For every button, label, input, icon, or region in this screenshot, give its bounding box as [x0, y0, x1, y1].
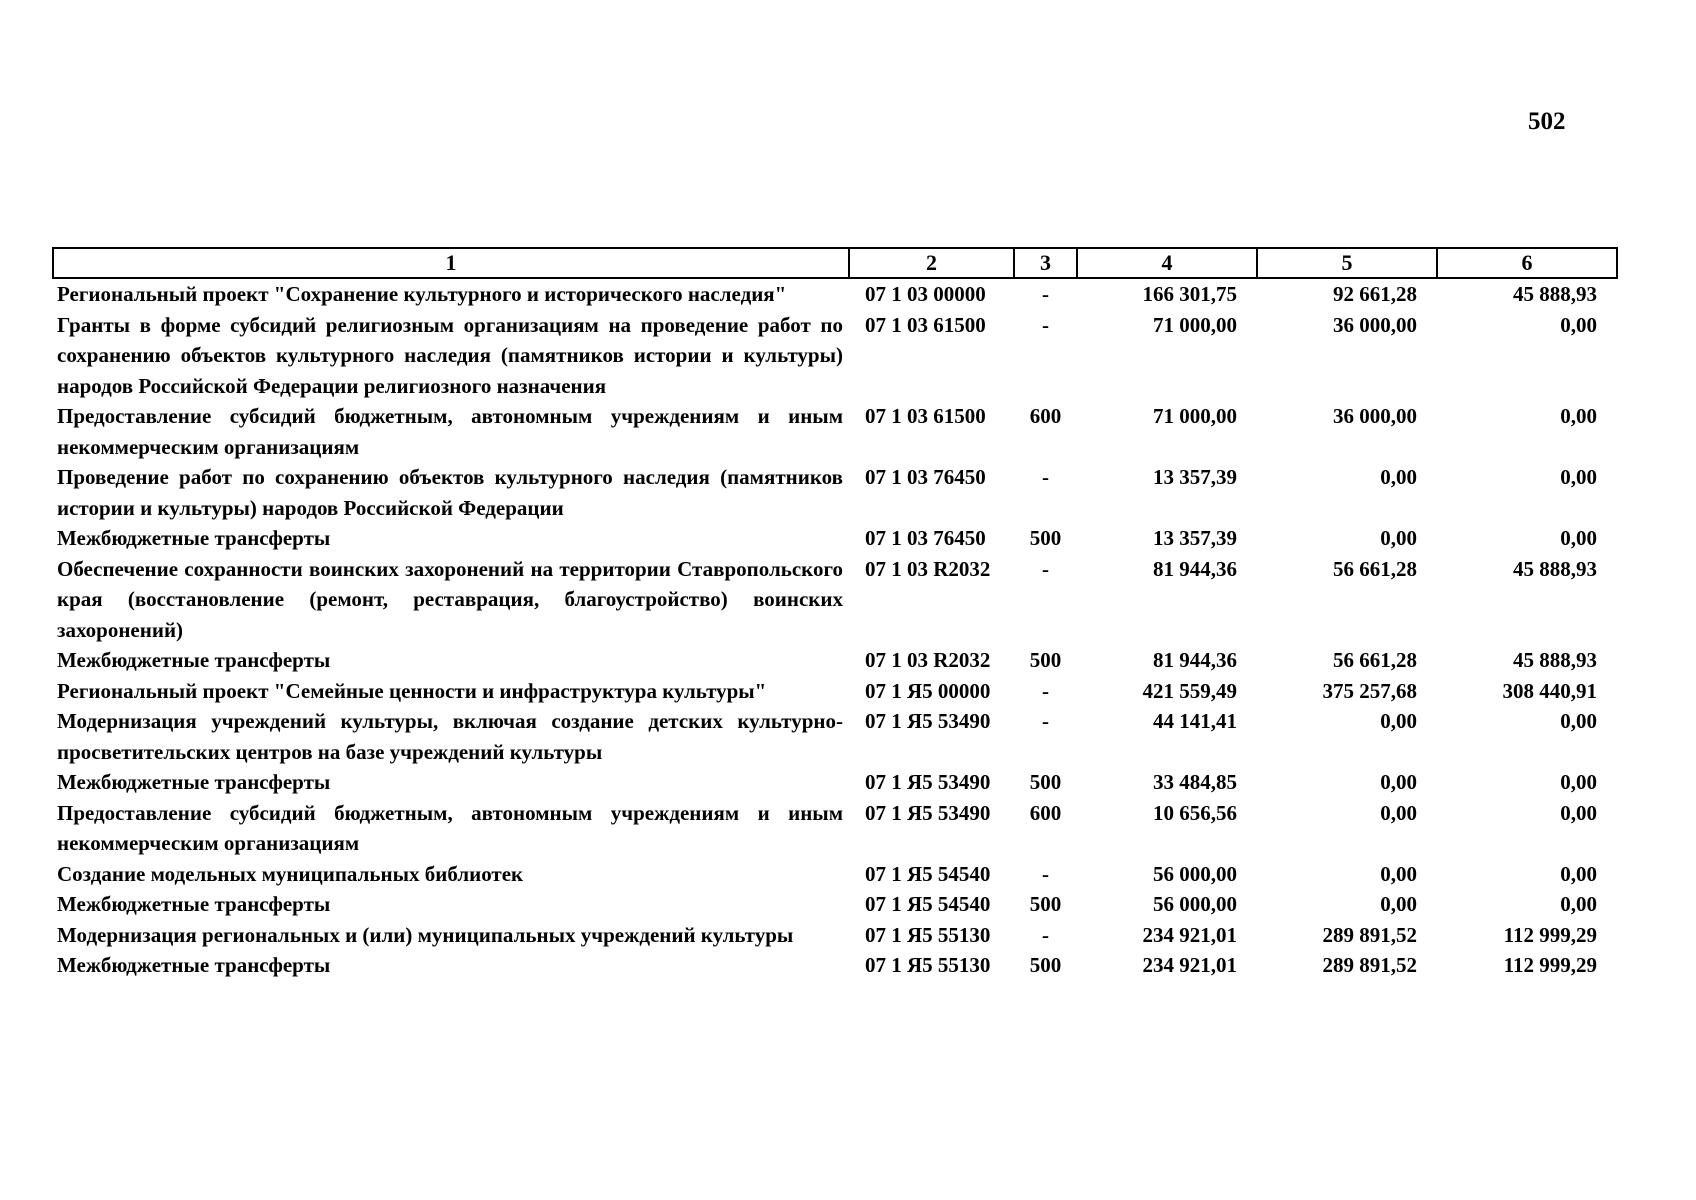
row-value-col4: 71 000,00 — [1153, 404, 1237, 428]
row-expense-type: 600 — [1029, 800, 1062, 825]
row-value-col4: 421 559,49 — [1142, 678, 1237, 703]
header-col-6: 6 — [1437, 248, 1617, 278]
row-value-col4: 13 357,39 — [1153, 465, 1237, 489]
table-body — [53, 278, 1617, 981]
row-value-col6: 0,00 — [1560, 526, 1597, 550]
row-expense-type: - — [1042, 861, 1049, 886]
row-expense-type: - — [1042, 556, 1049, 581]
row-name: Предоставление субсидий бюджетным, автономным учреждениям и иным некоммерческим организациям — [57, 404, 843, 459]
row-name: Межбюджетные трансферты — [57, 526, 331, 550]
row-name: Межбюджетные трансферты — [57, 770, 331, 794]
row-code: 07 1 Я5 53490 — [865, 770, 991, 794]
row-expense-type: 500 — [1029, 953, 1062, 977]
row-expense-type: 500 — [1029, 526, 1062, 550]
row-name: Проведение работ по сохранению объектов культурного наследия (памятников истории и культуры) народов Российской Федерации — [57, 465, 843, 520]
row-code: 07 1 03 00000 — [865, 282, 986, 306]
row-expense-type: - — [1042, 678, 1049, 703]
page-number: 502 — [1528, 108, 1566, 135]
row-expense-type: - — [1042, 312, 1049, 337]
row-expense-type: - — [1042, 282, 1049, 306]
row-name: Межбюджетные трансферты — [57, 953, 331, 977]
row-value-col5: 56 661,28 — [1333, 556, 1417, 581]
row-name: Модернизация региональных и (или) муниципальных учреждений культуры — [57, 922, 794, 947]
row-expense-type: - — [1042, 709, 1049, 733]
row-value-col6: 0,00 — [1560, 892, 1597, 916]
row-value-col5: 0,00 — [1380, 770, 1417, 794]
row-value-col5: 0,00 — [1380, 465, 1417, 489]
row-code: 07 1 Я5 00000 — [865, 678, 991, 703]
row-code: 07 1 03 61500 — [865, 404, 986, 428]
table-row — [53, 278, 1617, 310]
row-value-col6: 45 888,93 — [1513, 282, 1597, 306]
header-col-1: 1 — [53, 248, 849, 278]
row-value-col5: 0,00 — [1380, 861, 1417, 886]
row-value-col5: 375 257,68 — [1322, 678, 1417, 703]
row-value-col4: 33 484,85 — [1153, 770, 1237, 794]
row-value-col4: 10 656,56 — [1153, 800, 1237, 825]
row-value-col4: 81 944,36 — [1153, 648, 1237, 672]
table-row — [53, 401, 1617, 462]
row-value-col4: 56 000,00 — [1153, 892, 1237, 916]
row-name: Модернизация учреждений культуры, включая создание детских культурно-просветительских центров на базе учреждений культуры — [57, 709, 843, 764]
table-row — [53, 310, 1617, 402]
row-value-col6: 0,00 — [1560, 312, 1597, 337]
row-name: Межбюджетные трансферты — [57, 648, 331, 672]
row-value-col5: 36 000,00 — [1333, 312, 1417, 337]
table-row — [53, 798, 1617, 859]
header-col-5: 5 — [1257, 248, 1437, 278]
table-row — [53, 706, 1617, 767]
row-value-col6: 308 440,91 — [1502, 678, 1597, 703]
row-value-col4: 71 000,00 — [1153, 312, 1237, 337]
row-value-col5: 0,00 — [1380, 526, 1417, 550]
row-code: 07 1 Я5 54540 — [865, 861, 991, 886]
row-value-col5: 56 661,28 — [1333, 648, 1417, 672]
row-code: 07 1 Я5 55130 — [865, 922, 991, 947]
row-value-col4: 44 141,41 — [1153, 709, 1237, 733]
row-value-col5: 0,00 — [1380, 709, 1417, 733]
row-code: 07 1 Я5 54540 — [865, 892, 991, 916]
row-expense-type: - — [1042, 922, 1049, 947]
row-code: 07 1 03 76450 — [865, 526, 986, 550]
row-code: 07 1 Я5 53490 — [865, 709, 991, 733]
row-code: 07 1 03 R2032 — [865, 556, 991, 581]
table-row — [53, 920, 1617, 951]
table-row — [53, 889, 1617, 920]
row-name: Гранты в форме субсидий религиозным организациям на проведение работ по сохранению объектов культурного наследия (памятников истории и культуры) народов Российской Федерации религиозного назначения — [57, 312, 843, 398]
row-value-col6: 112 999,29 — [1503, 953, 1597, 977]
table-row — [53, 554, 1617, 646]
row-value-col4: 81 944,36 — [1153, 556, 1237, 581]
row-value-col5: 289 891,52 — [1322, 922, 1417, 947]
row-name: Региональный проект "Семейные ценности и инфраструктура культуры" — [57, 678, 767, 703]
row-name: Создание модельных муниципальных библиотек — [57, 861, 524, 886]
row-value-col4: 56 000,00 — [1153, 861, 1237, 886]
table-row — [53, 676, 1617, 707]
row-expense-type: 500 — [1029, 770, 1062, 794]
row-value-col6: 0,00 — [1560, 861, 1597, 886]
row-name: Региональный проект "Сохранение культурного и исторического наследия" — [57, 282, 787, 306]
row-code: 07 1 Я5 55130 — [865, 953, 991, 977]
row-value-col5: 0,00 — [1380, 800, 1417, 825]
row-value-col5: 36 000,00 — [1333, 404, 1417, 428]
table-row — [53, 645, 1617, 676]
row-value-col6: 0,00 — [1560, 404, 1597, 428]
row-code: 07 1 03 R2032 — [865, 648, 991, 672]
row-code: 07 1 03 76450 — [865, 465, 986, 489]
row-value-col4: 234 921,01 — [1142, 922, 1237, 947]
table-row — [53, 859, 1617, 890]
row-expense-type: 500 — [1029, 892, 1062, 916]
row-value-col6: 45 888,93 — [1513, 648, 1597, 672]
row-value-col6: 0,00 — [1560, 465, 1597, 489]
table-row — [53, 523, 1617, 554]
row-name: Межбюджетные трансферты — [57, 892, 331, 916]
row-value-col5: 0,00 — [1380, 892, 1417, 916]
table-row — [53, 950, 1617, 981]
row-value-col6: 0,00 — [1560, 709, 1597, 733]
row-value-col4: 13 357,39 — [1153, 526, 1237, 550]
row-name: Предоставление субсидий бюджетным, автономным учреждениям и иным некоммерческим организациям — [57, 800, 843, 855]
row-value-col6: 0,00 — [1560, 770, 1597, 794]
row-value-col6: 45 888,93 — [1513, 556, 1597, 581]
budget-table — [52, 247, 1618, 981]
table-row — [53, 767, 1617, 798]
row-value-col6: 0,00 — [1560, 800, 1597, 825]
table-row — [53, 462, 1617, 523]
row-value-col4: 234 921,01 — [1142, 953, 1237, 977]
row-expense-type: 600 — [1029, 404, 1062, 428]
row-expense-type: 500 — [1029, 648, 1062, 672]
header-row — [53, 248, 1617, 278]
header-col-3: 3 — [1014, 248, 1077, 278]
row-code: 07 1 03 61500 — [865, 312, 986, 337]
row-value-col5: 289 891,52 — [1322, 953, 1417, 977]
row-value-col4: 166 301,75 — [1142, 282, 1237, 306]
row-code: 07 1 Я5 53490 — [865, 800, 991, 825]
row-expense-type: - — [1042, 465, 1049, 489]
header-col-4: 4 — [1077, 248, 1257, 278]
row-value-col5: 92 661,28 — [1333, 282, 1417, 306]
header-col-2: 2 — [849, 248, 1014, 278]
row-value-col6: 112 999,29 — [1503, 922, 1597, 947]
row-name: Обеспечение сохранности воинских захоронений на территории Ставропольского края (восстановление (ремонт, реставрация, благоустройство) воинских захоронений) — [57, 556, 843, 642]
